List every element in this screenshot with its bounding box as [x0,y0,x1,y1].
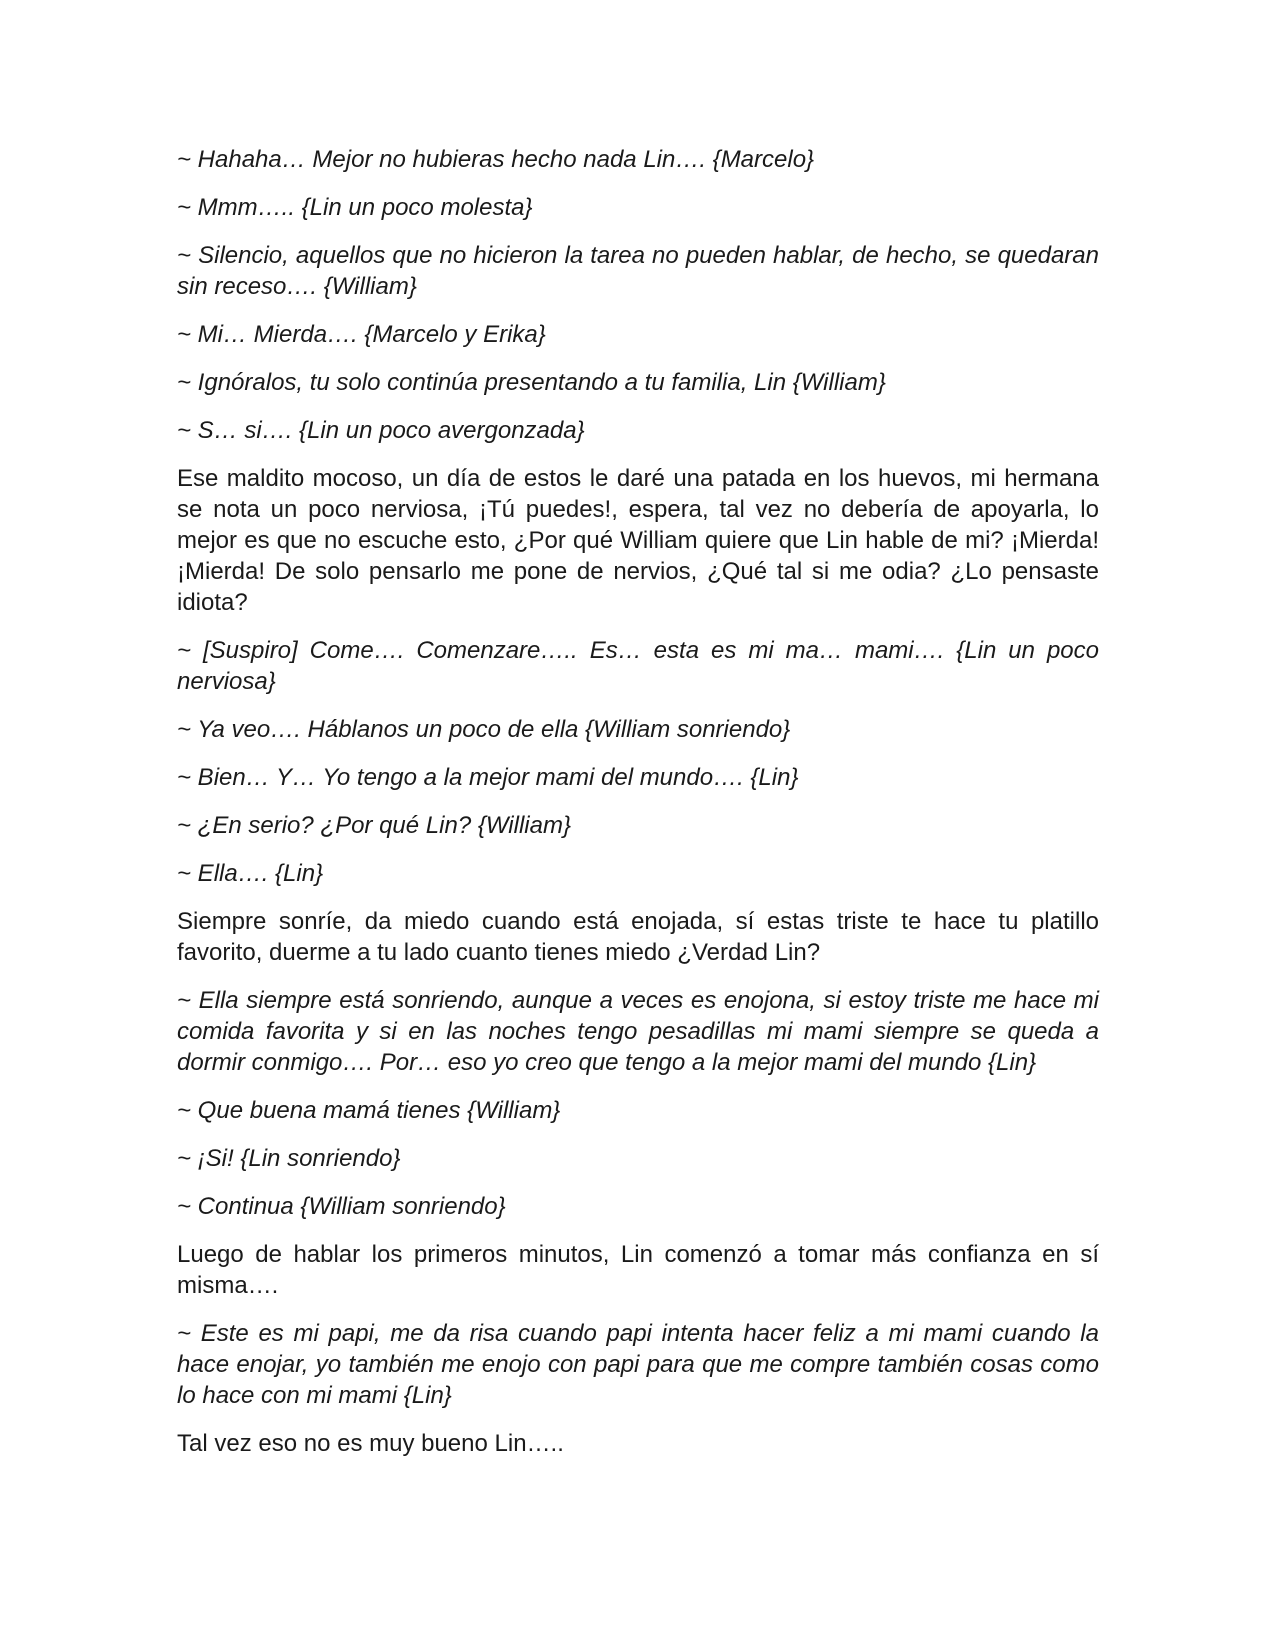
dialogue-paragraph: ~ Hahaha… Mejor no hubieras hecho nada Lin…. {Marcelo} [177,146,815,173]
dialogue-paragraph: ~ Continua {William sonriendo} [177,1193,506,1220]
dialogue-paragraph: ~ ¡Si! {Lin sonriendo} [177,1145,401,1172]
dialogue-paragraph: ~ Silencio, aquellos que no hicieron la tarea no pueden hablar, de hecho, se quedaran sin receso…. {William} [177,242,1099,300]
dialogue-paragraph: ~ Mmm….. {Lin un poco molesta} [177,194,533,221]
dialogue-paragraph: ~ [Suspiro] Come…. Comenzare….. Es… esta es mi ma… mami…. {Lin un poco nerviosa} [177,637,1099,695]
dialogue-paragraph: ~ Bien… Y… Yo tengo a la mejor mami del mundo…. {Lin} [177,764,799,791]
dialogue-paragraph: ~ Ella…. {Lin} [177,860,324,887]
narration-paragraph: Ese maldito mocoso, un día de estos le daré una patada en los huevos, mi hermana se nota un poco nerviosa, ¡Tú puedes!, espera, tal vez no debería de apoyarla, lo mejor es que no escuche esto, ¿Por qué William quiere que Lin hable de mi? ¡Mierda! ¡Mierda! De solo pensarlo me pone de nervios, ¿Qué tal si me odia? ¿Lo pensaste idiota? [177,465,1099,616]
dialogue-paragraph: ~ Este es mi papi, me da risa cuando papi intenta hacer feliz a mi mami cuando la hace enojar, yo también me enojo con papi para que me compre también cosas como lo hace con mi mami {Lin} [177,1320,1099,1409]
dialogue-paragraph: ~ ¿En serio? ¿Por qué Lin? {William} [177,812,571,839]
narration-paragraph: Siempre sonríe, da miedo cuando está enojada, sí estas triste te hace tu platillo favorito, duerme a tu lado cuanto tienes miedo ¿Verdad Lin? [177,908,1099,966]
dialogue-paragraph: ~ S… si…. {Lin un poco avergonzada} [177,417,585,444]
document-page [177,144,1099,1476]
narration-paragraph: Luego de hablar los primeros minutos, Lin comenzó a tomar más confianza en sí misma…. [177,1241,1099,1299]
dialogue-paragraph: ~ Ignóralos, tu solo continúa presentando a tu familia, Lin {William} [177,369,886,396]
dialogue-paragraph: ~ Que buena mamá tienes {William} [177,1097,561,1124]
dialogue-paragraph: ~ Ya veo…. Háblanos un poco de ella {William sonriendo} [177,716,791,743]
dialogue-paragraph: ~ Ella siempre está sonriendo, aunque a veces es enojona, si estoy triste me hace mi comida favorita y si en las noches tengo pesadillas mi mami siempre se queda a dormir conmigo…. Por… eso yo creo que tengo a la mejor mami del mundo {Lin} [177,987,1099,1076]
narration-paragraph: Tal vez eso no es muy bueno Lin….. [177,1430,564,1457]
dialogue-paragraph: ~ Mi… Mierda…. {Marcelo y Erika} [177,321,546,348]
